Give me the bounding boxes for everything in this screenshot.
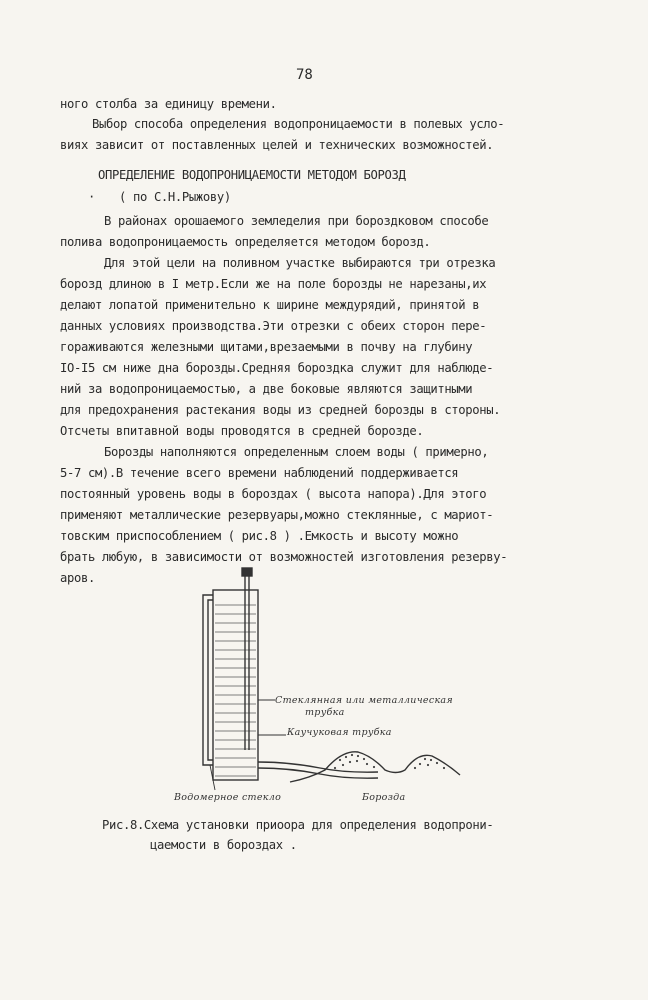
figure-caption: цаемости в бороздах . — [150, 838, 297, 852]
water-level-hatching — [215, 605, 256, 776]
figure-caption: Рис.8.Схема установки приоора для определения водопрони- — [102, 818, 494, 832]
paragraph-line: брать любую, в зависимости от возможностей изготовления резерву- — [60, 550, 508, 564]
paragraph-line: гораживаются железными щитами,врезаемыми в почву на глубину — [60, 340, 473, 354]
paragraph-line: применяют металлические резервуары,можно стеклянные, с мариот- — [60, 508, 494, 522]
figure-label-tube: Стеклянная или металлическая — [275, 695, 453, 706]
intro-line: ного столба за единицу времени. — [60, 97, 277, 111]
paragraph-line: постоянный уровень воды в бороздах ( высота напора).Для этого — [60, 487, 487, 501]
intro-line: Выбор способа определения водопроницаемости в полевых усло- — [92, 117, 505, 131]
figure-label-gauge-glass: Водомерное стекло — [174, 792, 282, 803]
paragraph-line: Борозды наполняются определенным слоем воды ( примерно, — [104, 445, 489, 459]
section-subheading: ( по С.Н.Рыжову) — [119, 190, 231, 204]
paragraph-line: для предохранения растекания воды из средней борозды в стороны. — [60, 403, 501, 417]
paragraph-line: товским приспособлением ( рис.8 ) .Емкость и высоту можно — [60, 529, 459, 543]
paragraph-line: полива водопроницаемость определяется методом борозд. — [60, 235, 431, 249]
rubber-tube — [258, 762, 378, 772]
section-heading: ОПРЕДЕЛЕНИЕ ВОДОПРОНИЦАЕМОСТИ МЕТОДОМ БОРОЗД — [98, 168, 406, 182]
paragraph-line: IO-I5 см ниже дна борозды.Средняя бороздка служит для наблюде- — [60, 361, 494, 375]
paragraph-line: 5-7 см).В течение всего времени наблюдений поддерживается — [60, 466, 459, 480]
paragraph-line: делают лопатой применительно к ширине междурядий, принятой в — [60, 298, 480, 312]
paragraph-line: В районах орошаемого земледелия при бороздковом способе — [104, 214, 489, 228]
paragraph-line: борозд длиною в I метр.Если же на поле борозды не нарезаны,их — [60, 277, 487, 291]
figure-label-tube: трубка — [305, 707, 345, 718]
bullet-mark: · — [88, 190, 95, 204]
paragraph-line: аров. — [60, 571, 95, 585]
reservoir-vessel — [213, 590, 258, 780]
paragraph-line: Отсчеты впитавной воды проводятся в средней борозде. — [60, 424, 424, 438]
paragraph-line: данных условиях производства.Эти отрезки с обеих сторон пере- — [60, 319, 487, 333]
figure-label-rubber-tube: Каучуковая трубка — [287, 727, 392, 738]
soil-stipple — [334, 754, 445, 769]
paragraph-line: Для этой цели на поливном участке выбираются три отрезка — [104, 256, 496, 270]
figure-label-furrow: Борозда — [362, 792, 406, 803]
paragraph-line: ний за водопроницаемостью, а две боковые являются защитными — [60, 382, 473, 396]
page-number: 78 — [296, 67, 313, 83]
tube-stopper — [242, 568, 252, 576]
intro-line: виях зависит от поставленных целей и технических возможностей. — [60, 138, 494, 152]
